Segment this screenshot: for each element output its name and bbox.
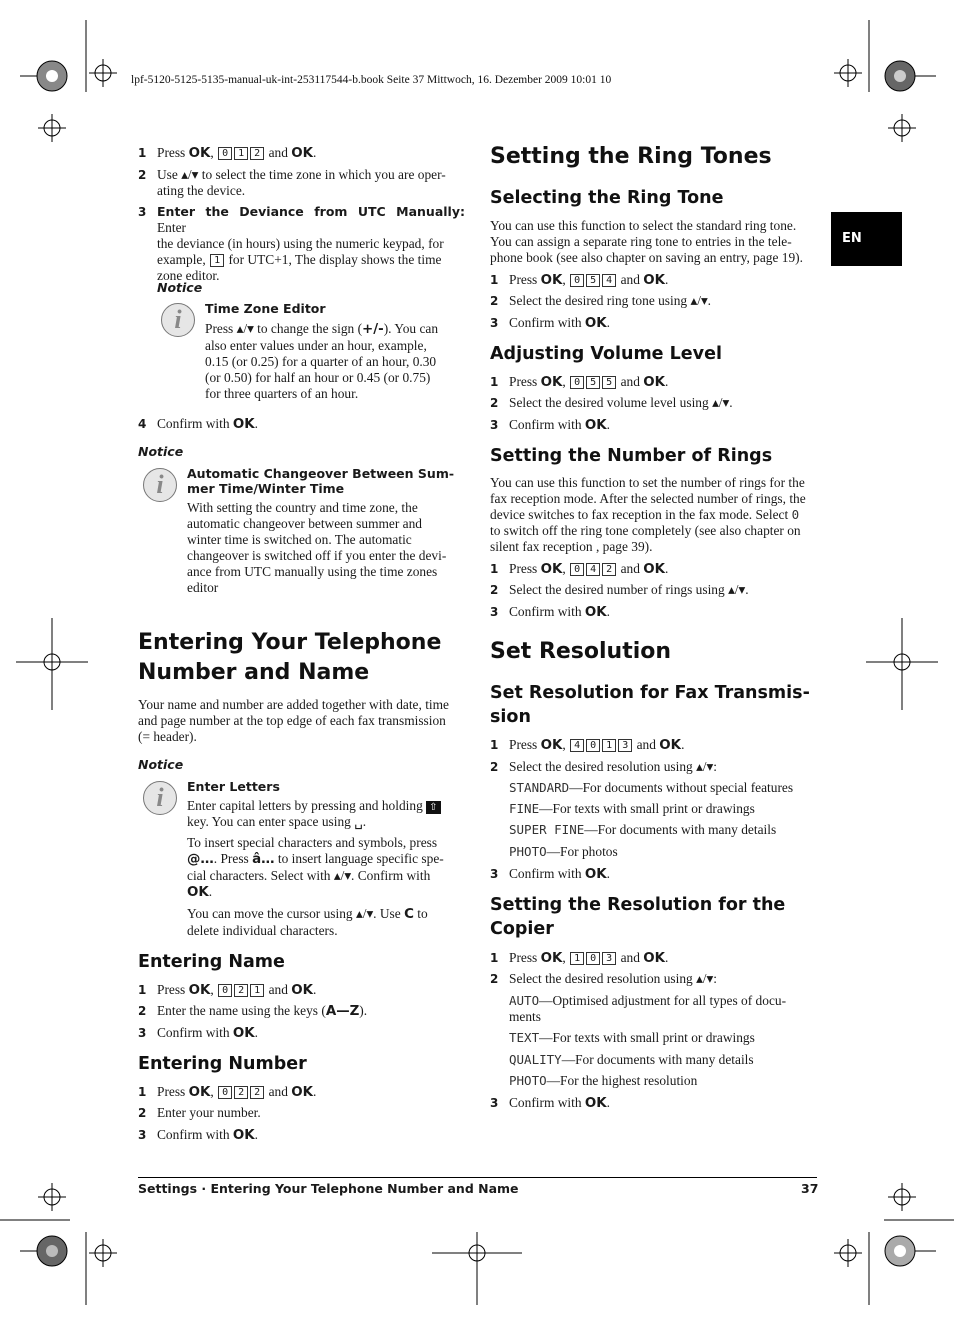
step-1: 1 Press OK, 0 2 1 and OK. xyxy=(138,982,317,998)
up-down-arrow-icon: ▴/▾ xyxy=(333,868,352,883)
footer-label: Settings · Entering Your Telephone Number and Name xyxy=(138,1181,519,1196)
step-2: 2 Use ▴/▾ to select the time zone in which you are oper- ating the device. xyxy=(138,167,446,198)
step-1: 1 Press OK, 4 0 1 3 and OK. xyxy=(490,737,685,753)
step-3: 3 Confirm with OK. xyxy=(490,315,611,331)
step-3: 3 Confirm with OK. xyxy=(138,1025,259,1041)
up-down-arrow-icon: ▴/▾ xyxy=(696,759,714,774)
subsection-heading: Entering Number xyxy=(138,1054,307,1074)
up-down-arrow-icon: ▴/▾ xyxy=(712,395,730,410)
paragraph: You can use this function to set the number of rings for the fax reception mode. After the selected number of rings, the device switches to fax reception in the fax mode. Select 0 to switch off the ring tone completely (see also chapter on silent fax reception , page 39). xyxy=(490,475,806,554)
step-2: 2 Select the desired number of rings using ▴/▾. xyxy=(490,582,749,597)
step-1: 1 Press OK, 0 1 2 and OK. xyxy=(138,145,317,161)
info-icon: i xyxy=(161,303,195,337)
step-3: 3 Confirm with OK. xyxy=(490,866,611,882)
step-2: 2 Enter the name using the keys (A—Z). xyxy=(138,1003,368,1019)
list-item: SUPER FINE—For documents with many details xyxy=(509,822,777,837)
shift-key-icon: ⇧ xyxy=(426,801,440,814)
subsection-heading: Setting the Number of Rings xyxy=(490,446,773,466)
list-item: PHOTO—For the highest resolution xyxy=(509,1073,698,1088)
up-down-arrow-icon: ▴/▾ xyxy=(696,971,714,986)
step-1: 1 Press OK, 0 5 4 and OK. xyxy=(490,272,669,288)
step-1: 1 Press OK, 0 4 2 and OK. xyxy=(490,561,669,577)
paragraph: You can use this function to select the standard ring tone. You can assign a separate ring tone to entries in the tele- phone book (see also chapter on saving an entry, page 19). xyxy=(490,218,803,265)
step-3: 3 Enter the Deviance from UTC Manually: Enter the deviance (in hours) using the numeric keypad, for example, 1 for UTC+1, The display shows the time zone editor. xyxy=(138,204,465,283)
copier-resolution-options xyxy=(509,993,817,1094)
step-2: 2 Enter your number. xyxy=(138,1105,261,1120)
list-item: AUTO—Optimised adjustment for all types of docu- ments xyxy=(509,993,787,1024)
step-1: 1 Press OK, 0 5 5 and OK. xyxy=(490,374,669,390)
up-down-arrow-icon: ▴/▾ xyxy=(356,906,374,921)
print-header: lpf-5120-5125-5135-manual-uk-int-253117544-b.book Seite 37 Mittwoch, 16. Dezember 2009 10:01 10 xyxy=(131,74,612,86)
info-icon: i xyxy=(143,781,177,815)
section-heading: Set Resolution xyxy=(490,639,672,664)
step-2: 2 Select the desired volume level using ▴/▾. xyxy=(490,395,733,410)
subsection-heading: Adjusting Volume Level xyxy=(490,344,722,364)
list-item: FINE—For texts with small print or drawings xyxy=(509,801,755,816)
list-item: QUALITY—For documents with many details xyxy=(509,1052,754,1067)
notice-title: Enter Letters xyxy=(187,779,280,794)
intro-paragraph: Your name and number are added together with date, time and page number at the top edge of each fax transmission (= header). xyxy=(138,697,449,744)
step-3: 3 Confirm with OK. xyxy=(138,1127,259,1143)
page-number: 37 xyxy=(801,1181,819,1196)
section-heading: Entering Your Telephone Number and Name xyxy=(138,630,442,685)
notice-title: Automatic Changeover Between Sum- mer Time/Winter Time xyxy=(187,466,455,496)
up-down-arrow-icon: ▴/▾ xyxy=(181,167,199,182)
info-icon: i xyxy=(143,468,177,502)
notice-label: Notice xyxy=(157,280,203,295)
step-2: 2 Select the desired ring tone using ▴/▾. xyxy=(490,293,712,308)
notice-text: Enter capital letters by pressing and holding ⇧ key. You can enter space using ␣. To insert special characters and symbols, press @…. Press â… to insert language specific spe- cial characters. Select with ▴/▾. Confirm with OK. You can move the cursor using ▴/▾. Use C to delete individual characters. xyxy=(187,798,444,938)
fax-resolution-options xyxy=(509,780,819,865)
step-1: 1 Press OK, 0 2 2 and OK. xyxy=(138,1084,317,1100)
subsection-heading: Set Resolution for Fax Transmis- sion xyxy=(490,683,810,727)
subsection-heading: Entering Name xyxy=(138,952,285,972)
language-tab: EN xyxy=(831,212,902,266)
list-item: TEXT—For texts with small print or drawings xyxy=(509,1030,755,1045)
section-heading: Setting the Ring Tones xyxy=(490,144,772,169)
notice-title: Time Zone Editor xyxy=(205,301,326,316)
list-item: PHOTO—For photos xyxy=(509,844,618,859)
notice-label: Notice xyxy=(138,757,184,772)
step-3: 3 Confirm with OK. xyxy=(490,417,611,433)
up-down-arrow-icon: ▴/▾ xyxy=(728,582,746,597)
step-2: 2 Select the desired resolution using ▴/▾: xyxy=(490,759,717,774)
step-2: 2 Select the desired resolution using ▴/▾: xyxy=(490,971,717,986)
up-down-arrow-icon: ▴/▾ xyxy=(236,321,254,336)
notice-text: With setting the country and time zone, the automatic changeover between summer and winter time is switched on. The automatic changeover is switched off if you enter the devi- ance from UTC manually using the time zones editor xyxy=(187,500,447,595)
step-3: 3 Confirm with OK. xyxy=(490,604,611,620)
notice-text: Press ▴/▾ to change the sign (+/-). You can also enter values under an hour, example, 0.15 (or 0.25) for a quarter of an hour, 0.30 (or 0.50) for half an hour or 0.45 (or 0.75) for three quarters of an hour. xyxy=(205,321,439,401)
subsection-heading: Selecting the Ring Tone xyxy=(490,188,724,208)
footer-rule xyxy=(138,1177,817,1178)
step-1: 1 Press OK, 1 0 3 and OK. xyxy=(490,950,669,966)
step-3: 3 Confirm with OK. xyxy=(490,1095,611,1111)
space-key-icon: ␣ xyxy=(354,814,363,829)
notice-label: Notice xyxy=(138,444,184,459)
step-4: 4 Confirm with OK. xyxy=(138,416,259,432)
subsection-heading: Setting the Resolution for the Copier xyxy=(490,895,786,939)
list-item: STANDARD—For documents without special features xyxy=(509,780,794,795)
up-down-arrow-icon: ▴/▾ xyxy=(690,293,708,308)
